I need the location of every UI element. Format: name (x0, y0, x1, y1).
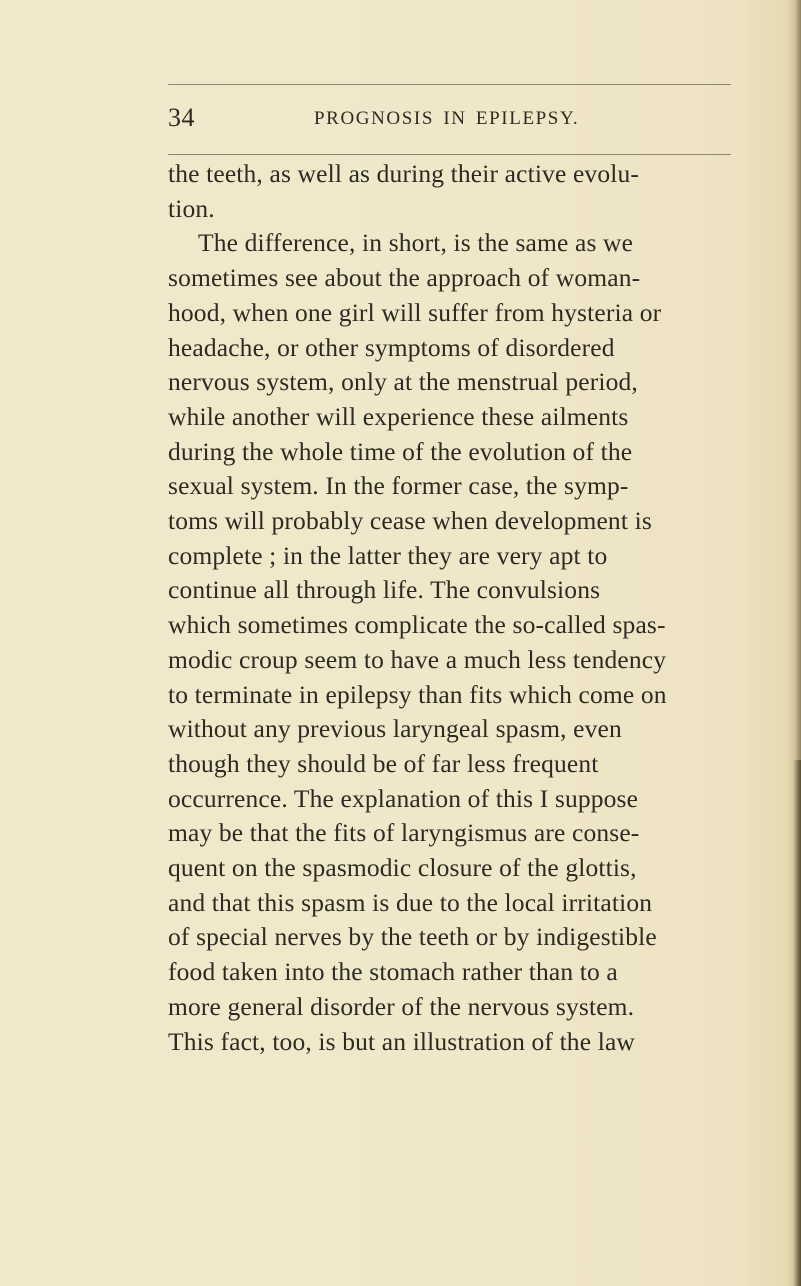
header-rule-bottom (168, 154, 731, 155)
text-line: nervous system, only at the menstrual period, (168, 367, 638, 397)
text-line: to terminate in epilepsy than fits which come on (168, 679, 667, 709)
text-line: during the whole time of the evolution of the (168, 436, 633, 466)
text-line: more general disorder of the nervous system. (168, 991, 635, 1021)
text-line: and that this spasm is due to the local irritation (168, 887, 653, 917)
text-line: sexual system. In the former case, the symp- (168, 471, 629, 501)
text-line: which sometimes complicate the so-called spas- (168, 610, 666, 640)
text-line: the teeth, as well as during their active evolu- (168, 159, 639, 188)
text-line: sometimes see about the approach of woman- (168, 263, 641, 293)
page-header (168, 103, 731, 139)
text-line: headache, or other symptoms of disordered (168, 332, 615, 362)
text-line: food taken into the stomach rather than to a (168, 957, 618, 987)
text-line: of special nerves by the teeth or by indigestible (168, 922, 657, 952)
text-line: may be that the fits of laryngismus are conse- (168, 818, 640, 848)
text-line: continue all through life. The convulsions (168, 575, 601, 605)
text-line: while another will experience these ailments (168, 401, 629, 431)
text-line: This fact, too, is but an illustration of the law (168, 1026, 635, 1056)
text-line: The difference, in short, is the same as we (198, 228, 634, 258)
text-line: complete ; in the latter they are very apt to (168, 540, 608, 570)
text-line: quent on the spasmodic closure of the glottis, (168, 853, 637, 883)
text-line: hood, when one girl will suffer from hysteria or (168, 297, 662, 327)
text-line: modic croup seem to have a much less tendency (168, 644, 667, 674)
header-rule-top (168, 84, 731, 85)
page-number: 34 (168, 103, 195, 132)
text-line: toms will probably cease when development is (168, 506, 652, 536)
page-edge-dark (793, 760, 801, 1286)
text-line: without any previous laryngeal spasm, even (168, 714, 622, 744)
running-head: PROGNOSIS IN EPILEPSY. (314, 108, 580, 129)
text-line: tion. (168, 193, 215, 223)
text-line: though they should be of far less frequent (168, 748, 599, 778)
text-line: occurrence. The explanation of this I suppose (168, 783, 639, 813)
body-text (168, 157, 748, 1059)
